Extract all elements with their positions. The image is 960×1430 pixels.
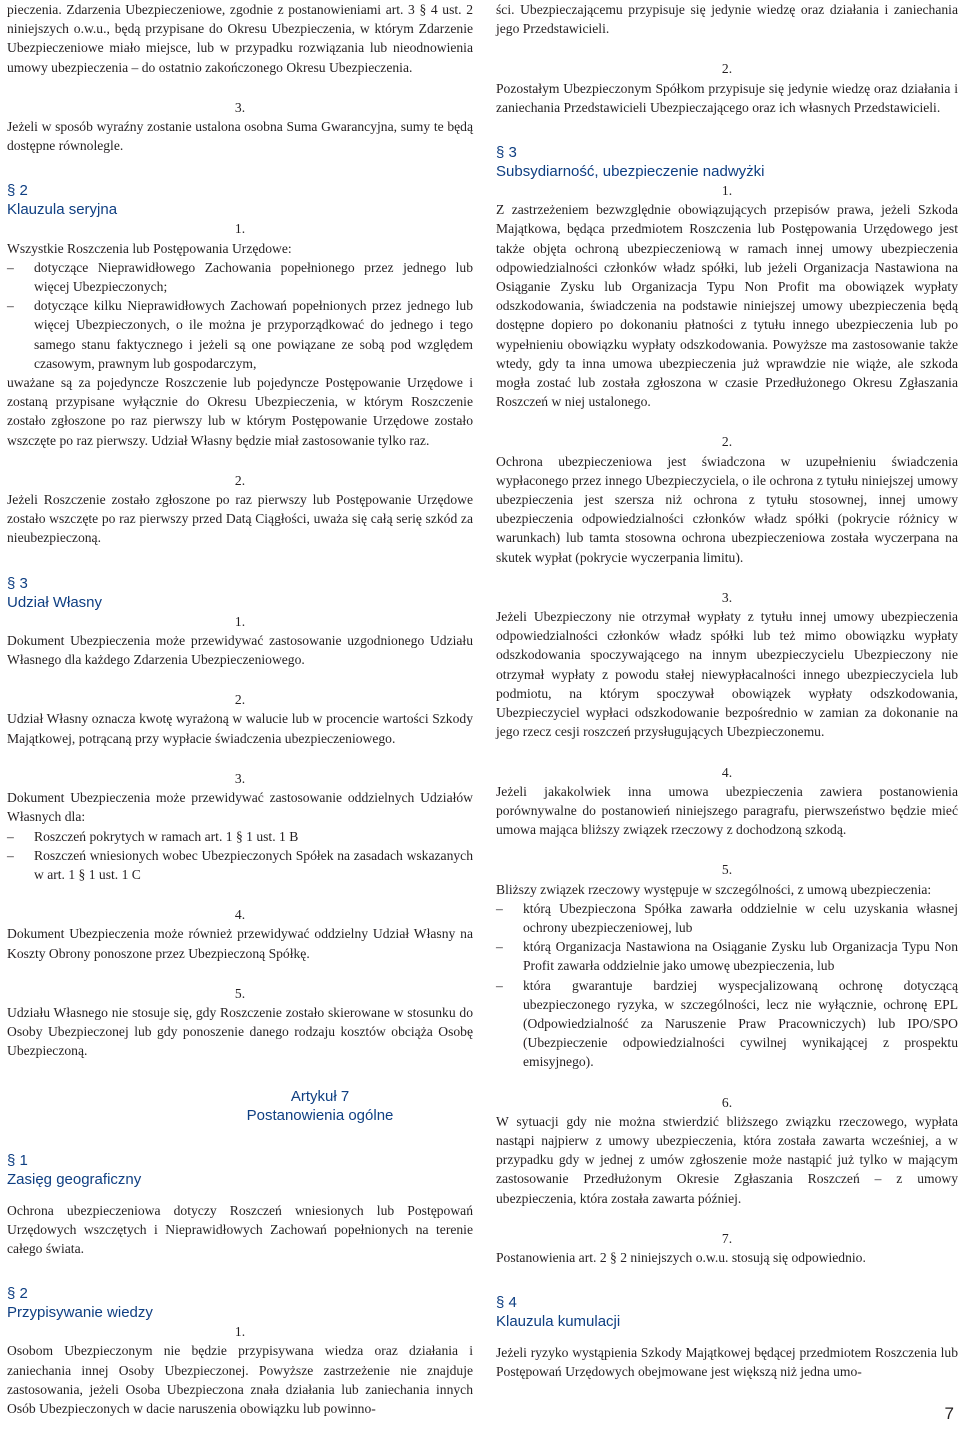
paragraph: Postanowienia art. 2 § 2 niniejszych o.w.u. stosują się odpowiednio. — [496, 1249, 866, 1265]
section-title: Udział Własny — [7, 593, 103, 611]
clause-number: 7. — [721, 1230, 733, 1246]
paragraph: Dokument Ubezpieczenia może również przewidywać oddzielny Udział Własny na Koszty Obrony ponoszone przez Ubezpieczoną Spółkę. — [7, 926, 473, 961]
clause-number: 3. — [234, 99, 246, 115]
paragraph: Osobom Ubezpieczonym nie będzie przypisywana wiedza oraz działania i zaniechania innej Osoby Ubezpieczonej. Powyższe zastrzeżenie nie znajduje zastosowania, jeżeli Osoba Ubezpieczona znała działania lub zaniechania innych Osób Ubezpieczonych w dacie naruszenia obowiązku lub powinno- — [7, 1343, 473, 1416]
paragraph: Jeżeli ryzyko wystąpienia Szkody Majątkowej będącej przedmiotem Roszczenia lub Postępowań Urzędowych obejmowane jest większą niż jedna umo- — [496, 1345, 958, 1380]
clause-number: 4. — [721, 764, 733, 780]
paragraph: Ochrona ubezpieczeniowa jest świadczona w uzupełnieniu świadczenia wypłaconego przez innego Ubezpieczyciela, o ile ochrona z tytułu niniejszej umowy ubezpieczenia jest szersza niż ochrona z tytułu stosownej, innej umowy ubezpieczenia odpowiedzialności członków władz spółki (pokrycie różnicy w warunkach) lub tamta stosowna ochrona ubezpieczeniowa została wyczerpana na skutek wypłat (pokrycie wyczerpania limitu). — [496, 453, 958, 565]
paragraph: Ochrona ubezpieczeniowa dotyczy Roszczeń wniesionych lub Postępowań Urzędowych wszczętych i Nieprawidłowych Zachowań popełnionych na terenie całego świata. — [7, 1202, 473, 1256]
section-mark: § 4 — [496, 1294, 517, 1312]
section-title: Zasięg geograficzny — [7, 1170, 142, 1188]
paragraph: Dokument Ubezpieczenia może przewidywać zastosowanie uzgodnionego Udziału Własnego dla każdego Zdarzenia Ubezpieczeniowego. — [7, 632, 473, 668]
list-item: – Roszczeń pokrytych w ramach art. 1 § 1 ust. 1 B — [7, 828, 299, 844]
section-mark: § 1 — [7, 1151, 28, 1169]
clause-number: 1. — [234, 613, 246, 629]
list-item: – która gwarantuje bardziej wyspecjalizowaną ochronę dotyczącą ubezpieczonego ryzyka, w szczególności, lecz nie wyłącznie, ochronę EPL (Odpowiedzialność za Naruszenie Praw Pracowniczych) lub IPO/SPO (Ubezpieczenie odpowiedzialności cywilnej wynikającej z prospektu emisyjnego). — [496, 977, 958, 1070]
dash-list — [496, 899, 958, 1072]
clause-number: 2. — [721, 434, 733, 450]
list-item: – którą Ubezpieczona Spółka zawarła oddzielnie w celu uzyskania własnej ochrony ubezpieczeniowej, lub — [496, 900, 958, 935]
clause-number: 2. — [234, 692, 246, 708]
right-column — [496, 0, 958, 1382]
paragraph: Z zastrzeżeniem bezwzględnie obowiązujących przepisów prawa, jeżeli Szkoda Majątkowa, będąca przedmiotem Roszczenia lub Postępowania Urzędowego jest także objęta ochroną ubezpieczeniową w ramach innej umowy ubezpieczenia odpowiedzialności członków władz spółki, lub jeżeli Organizacja Nastawiona na Osiąganie Zysku lub Organizacja Typu Non Profit ma obowiązek wypłaty odszkodowania, świadczenia na podstawie niniejszej umowy ubezpieczenia będą dostępne dopiero po dokonaniu płatności z tytułu innego ubezpieczenia lub po wypełnieniu obowiązku wypłaty odszkodowania. Powyższe ma zastosowanie także wtedy, gdy ta inna umowa ubezpieczenia już wprawdzie nie wiąże, ale szkoda mogła zostać lub została zgłoszona w czasie Przedłużonego Okresu Zgłaszania Roszczeń w niej ustalonego. — [496, 202, 958, 410]
article-label: Artykuł 7 — [290, 1087, 350, 1105]
clause-number: 3. — [721, 589, 733, 605]
section-title: Klauzula kumulacji — [496, 1313, 621, 1331]
paragraph: Jeżeli jakakolwiek inna umowa ubezpieczenia zawiera postanowienia porównywalne do postanowień niniejszego paragrafu, pierwszeństwo będzie mieć umowa mająca bliższy związek rzeczowy z dochodzoną szkodą. — [496, 783, 958, 838]
list-item: – Roszczeń wniesionych wobec Ubezpieczonych Spółek na zasadach wskazanych w art. 1 § 1 ust. 1 C — [7, 847, 473, 882]
section-mark: § 2 — [7, 182, 28, 200]
page-number: 7 — [944, 1404, 954, 1423]
paragraph: W sytuacji gdy nie można stwierdzić bliższego związku rzeczowego, wypłata nastąpi najpierw z umowy ubezpieczenia, która została zawarta wcześniej, a w przypadku gdy w jednej z umów zgłoszenie może nastąpić już tylko w mającym zastosowanie Przedłużonym Okresie Zgłaszania Roszczeń – z umowy ubezpieczenia, która została zawarta później. — [496, 1113, 958, 1206]
paragraph: Dokument Ubezpieczenia może przewidywać zastosowanie oddzielnych Udziałów Własnych dla: — [7, 790, 473, 825]
clause-number: 5. — [721, 862, 733, 878]
clause-number: 5. — [234, 985, 246, 1001]
list-item: – którą Organizacja Nastawiona na Osiąganie Zysku lub Organizacja Typu Non Profit zawarła oddzielnie jako umowę ubezpieczenia, lub — [496, 939, 958, 974]
paragraph: uważane są za pojedyncze Roszczenie lub pojedyncze Postępowanie Urzędowe i zostaną przypisane wyłącznie do Okresu Ubezpieczenia, w którym Roszczenie zostało zgłoszone po raz pierwszy lub w którym Postępowanie Urzędowe zostało wszczęte po raz pierwszy. Udział Własny będzie miał zastosowanie tylko raz. — [7, 375, 473, 448]
left-column — [7, 0, 473, 1418]
section-title: Subsydiarność, ubezpieczenie nadwyżki — [496, 163, 765, 181]
clause-number: 4. — [234, 907, 246, 923]
dash-list — [7, 258, 473, 373]
clause-number: 6. — [721, 1094, 733, 1110]
section-title: Przypisywanie wiedzy — [7, 1304, 153, 1322]
paragraph: Pozostałym Ubezpieczonym Spółkom przypisuje się jedynie wiedzę oraz działania i zaniechania Przedstawicieli Ubezpieczającego oraz ich własnych Przedstawicieli. — [496, 80, 958, 115]
paragraph: pieczenia. Zdarzenia Ubezpieczeniowe, zgodnie z postanowieniami art. 3 § 4 ust. 2 niniejszych o.w.u., będą przypisane do Okresu Ubezpieczenia, w którym Zdarzenie Ubezpieczeniowe miało miejsce, lub w przypadku rozwiązania lub nieodnowienia umowy ubezpieczenia – do ostatnio zakończonego Okresu Ubezpieczenia. — [7, 2, 473, 75]
clause-number: 1. — [721, 183, 733, 199]
section-title: Klauzula seryjna — [7, 201, 118, 219]
paragraph: Bliższy związek rzeczowy występuje w szczególności, z umową ubezpieczenia: — [496, 881, 932, 897]
clause-number: 3. — [234, 770, 246, 786]
paragraph: Udziału Własnego nie stosuje się, gdy Roszczenie zostało skierowane w stosunku do Osoby Ubezpieczonej lub gdy ponoszenie danego rodzaju kosztów obciąża Osobę Ubezpieczoną. — [7, 1004, 473, 1059]
clause-number: 2. — [721, 61, 733, 77]
dash-list — [7, 827, 473, 885]
paragraph: Jeżeli Ubezpieczony nie otrzymał wypłaty z tytułu innej umowy ubezpieczenia odpowiedzialności członków władz spółki lub też mimo obowiązku wypłaty odszkodowania spoczywającego na innym ubezpieczycielu Ubezpieczony nie otrzymał wypłaty z powodu stałej niewypłacalności innego ubezpieczyciela lub podmiotu, na którym spoczywał obowiązek wypłaty odszkodowania, Ubezpieczyciel wypłaci odszkodowanie bezpośrednio w zamian za dokonanie na jego rzecz cesji roszczeń przysługujących Ubezpieczonemu. — [496, 609, 958, 740]
clause-number: 2. — [234, 472, 246, 488]
article-title: Postanowienia ogólne — [246, 1106, 394, 1124]
paragraph: Wszystkie Roszczenia lub Postępowania Urzędowe: — [7, 240, 292, 256]
clause-number: 1. — [234, 221, 246, 237]
paragraph: Jeżeli Roszczenie zostało zgłoszone po raz pierwszy lub Postępowanie Urzędowe zostało wszczęte po raz pierwszy przed Datą Ciągłości, uważa się całą serię szkód za nieubezpieczoną. — [7, 492, 473, 546]
list-item: – dotyczące kilku Nieprawidłowych Zachowań popełnionych przez jednego lub więcej Ubezpieczonych, o ile można je przyporządkować do jednego i tego samego stanu faktycznego i jeżeli są one powiązane ze sobą pod względem czasowym, prawnym lub gospodarczym, — [7, 298, 473, 371]
clause-number: 1. — [234, 1324, 246, 1340]
section-mark: § 3 — [496, 144, 517, 162]
paragraph: Jeżeli w sposób wyraźny zostanie ustalona osobna Suma Gwarancyjna, sumy te będą dostępne równolegle. — [7, 119, 473, 154]
section-mark: § 2 — [7, 1285, 28, 1303]
paragraph: Udział Własny oznacza kwotę wyrażoną w walucie lub w procencie wartości Szkody Majątkowej, potrącaną przy wypłacie świadczenia ubezpieczeniowego. — [7, 711, 473, 746]
list-item: – dotyczące Nieprawidłowego Zachowania popełnionego przez jednego lub więcej Ubezpieczonych; — [7, 259, 473, 295]
paragraph: ści. Ubezpieczającemu przypisuje się jedynie wiedzę oraz działania i zaniechania jego Przedstawicieli. — [496, 2, 958, 37]
section-mark: § 3 — [7, 574, 28, 592]
